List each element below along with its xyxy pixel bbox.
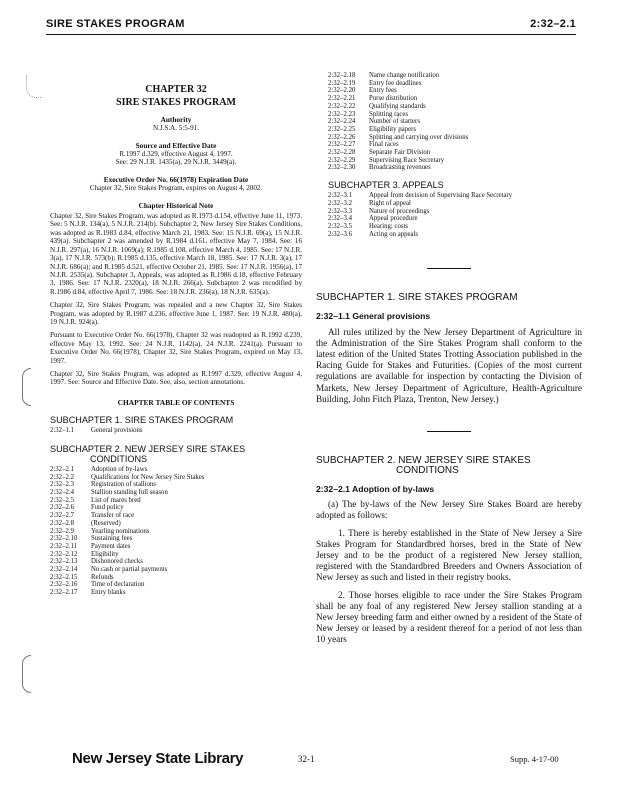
toc-cell: 2:32–3.1 bbox=[328, 192, 352, 200]
toc-cell: Separate Fair Division bbox=[369, 149, 431, 157]
toc-row bbox=[50, 512, 204, 520]
toc-cell: Eligibility bbox=[91, 550, 119, 558]
toc-subchapter-2-heading bbox=[50, 444, 302, 464]
toc-subchapter-3-list bbox=[328, 192, 512, 238]
toc-cell: 2:32–2.2 bbox=[50, 473, 74, 481]
toc-row bbox=[50, 566, 204, 574]
toc-cell: 2:32–3.5 bbox=[328, 222, 352, 230]
toc-cell: 2:32–3.4 bbox=[328, 215, 352, 223]
toc-row bbox=[328, 157, 468, 165]
toc-cell: (Reserved) bbox=[91, 519, 121, 527]
toc-cell: 2:32–2.27 bbox=[328, 141, 356, 149]
toc-cell: Appeal from decision of Supervising Race Secretary bbox=[369, 192, 513, 200]
source-heading: Source and Effective Date bbox=[135, 140, 217, 150]
toc-cell: 2:32–2.25 bbox=[328, 125, 356, 133]
toc-cell: Adoption of by-laws bbox=[91, 465, 148, 473]
toc-cell: Eligibility papers bbox=[369, 125, 417, 133]
toc-cell: Fund policy bbox=[91, 504, 124, 512]
toc-row bbox=[328, 126, 468, 134]
toc-cell: Number of starters bbox=[369, 118, 420, 126]
page-number: 32-1 bbox=[298, 754, 315, 764]
toc-row bbox=[328, 95, 468, 103]
toc-cell: Qualifying standards bbox=[369, 102, 426, 110]
toc-cell: Yearling nominations bbox=[91, 527, 150, 535]
toc-row bbox=[328, 111, 468, 119]
supplement-date: Supp. 4-17-00 bbox=[510, 754, 559, 764]
toc-row bbox=[328, 192, 512, 200]
toc-cell: List of mares bred bbox=[91, 496, 141, 504]
toc-cell: 2:32–2.7 bbox=[50, 512, 74, 520]
toc-row bbox=[328, 141, 468, 149]
toc-cell: 2:32–3.2 bbox=[328, 199, 352, 207]
toc-row bbox=[328, 215, 512, 223]
toc-cell: Acting on appeals bbox=[369, 230, 419, 238]
toc-cell: Splitting races bbox=[369, 110, 409, 118]
toc-cell: Right of appeal bbox=[369, 199, 411, 207]
toc-row bbox=[50, 497, 204, 505]
toc-cell: 2:32–2.6 bbox=[50, 504, 74, 512]
toc-cell: Entry blanks bbox=[91, 589, 126, 597]
toc-row bbox=[50, 543, 204, 551]
toc-cell: Purse distribution bbox=[369, 95, 418, 103]
toc-row bbox=[50, 481, 204, 489]
section-1-1-text: All rules utilized by the New Jersey Department of Agriculture in the Administration of the Sire Stakes Program shall conform to the latest edition of the United States Trotting Association published in the Racing Guide for Stakes and Futurities. (Copies of the most current regulations are available for inspection by contacting the Division of Markets, New Jersey Department of Agriculture, Health-Agriculture Building, John Fitch Plaza, Trenton, New Jersey.) bbox=[316, 326, 582, 404]
authority-heading: Authority bbox=[160, 114, 192, 124]
library-stamp: New Jersey State Library bbox=[72, 750, 244, 767]
toc-cell: Refunds bbox=[91, 573, 114, 581]
body-subchapter-2-heading bbox=[316, 456, 582, 476]
toc-row bbox=[328, 164, 468, 172]
toc-row bbox=[50, 574, 204, 582]
toc-row bbox=[50, 551, 204, 559]
toc-cell: Name change notification bbox=[369, 72, 440, 79]
toc-cell: Dishonored checks bbox=[91, 558, 143, 566]
margin-mark-middle bbox=[22, 368, 31, 406]
toc-cell: 2:32–2.9 bbox=[50, 527, 74, 535]
toc-row bbox=[50, 489, 204, 497]
toc-cell: Time of declaration bbox=[91, 581, 145, 589]
text: CONDITIONS bbox=[90, 453, 148, 464]
toc-cell: 2:32–2.17 bbox=[50, 589, 78, 597]
history-heading: Chapter Historical Note bbox=[138, 200, 214, 210]
chapter-number: CHAPTER 32 bbox=[145, 84, 207, 95]
toc-cell: 2:32–2.11 bbox=[50, 542, 78, 550]
toc-cell: 2:32–3.6 bbox=[328, 230, 352, 238]
toc-row bbox=[328, 231, 512, 239]
toc-row bbox=[328, 208, 512, 216]
toc-cell: Broadcasting revenues bbox=[369, 164, 431, 172]
toc-cell: 2:32–2.13 bbox=[50, 558, 78, 566]
right-column bbox=[316, 72, 582, 652]
toc-cell: 2:32–2.16 bbox=[50, 581, 78, 589]
rules-body-top bbox=[316, 293, 582, 405]
authority-text: N.J.S.A. 5:5-91. bbox=[152, 124, 200, 133]
toc-row bbox=[328, 134, 468, 142]
toc-cell: Hearing; costs bbox=[369, 222, 409, 230]
section-2-1-item-1: 1. There is hereby established in the State of New Jersey a Sire Stakes Program for Standardbred horses, bred in the State of New Jersey and to be the product of a registered New Jersey stallion, registered with the Standardbred Breeders and Owners Association of New Jersey as such and listed in their registry books. bbox=[316, 527, 582, 583]
toc-cell: Appeal procedure bbox=[369, 215, 418, 223]
toc-row bbox=[328, 72, 468, 80]
toc-cell: Entry fees bbox=[369, 87, 397, 95]
toc-row bbox=[50, 427, 143, 435]
history-paragraph-4: Chapter 32, Sire Stakes Program, was adopted as R.1997 d.329, effective August 4, 1997. See: Source and Effective Date. See, also, section annotations. bbox=[50, 369, 302, 387]
toc-cell: 2:32–2.14 bbox=[50, 566, 78, 574]
toc-row bbox=[50, 528, 204, 536]
exec-order-heading: Executive Order No. 66(1978) Expiration Date bbox=[103, 174, 249, 184]
left-column bbox=[50, 72, 302, 597]
toc-row bbox=[328, 103, 468, 111]
toc-cell: 2:32–3.3 bbox=[328, 207, 352, 215]
rules-body-bottom bbox=[316, 456, 582, 646]
body-subchapter-1-heading: SUBCHAPTER 1. SIRE STAKES PROGRAM bbox=[316, 292, 518, 304]
toc-cell: Transfer of race bbox=[91, 512, 135, 520]
toc-cell: Payment dates bbox=[91, 542, 131, 550]
text: SUBCHAPTER 2. NEW JERSEY SIRE STAKES bbox=[50, 443, 246, 454]
toc-cell: Nature of proceedings bbox=[369, 207, 430, 215]
toc-subchapter-3-heading: SUBCHAPTER 3. APPEALS bbox=[328, 180, 444, 191]
toc-cell: Registration of stallions bbox=[91, 481, 156, 489]
toc-cell: 2:32–2.24 bbox=[328, 118, 356, 126]
source-text-1: R.1997 d.329, effective August 4, 1997. bbox=[119, 150, 233, 159]
toc-heading: CHAPTER TABLE OF CONTENTS bbox=[117, 397, 235, 407]
toc-cell: 2:32–2.26 bbox=[328, 133, 356, 141]
margin-mark-top bbox=[26, 75, 41, 98]
toc-row bbox=[328, 118, 468, 126]
toc-cell: 2:32–2.15 bbox=[50, 573, 78, 581]
toc-cell: No cash or partial payments bbox=[91, 566, 168, 574]
toc-row bbox=[50, 558, 204, 566]
toc-row bbox=[328, 80, 468, 88]
toc-cell: 2:32–2.3 bbox=[50, 481, 74, 489]
toc-row bbox=[50, 581, 204, 589]
toc-cell: Supervising Race Secretary bbox=[369, 156, 445, 164]
header-section-number: 2:32–2.1 bbox=[530, 18, 576, 30]
toc-cell: 2:32–2.8 bbox=[50, 519, 74, 527]
toc-row bbox=[50, 520, 204, 528]
toc-row bbox=[50, 474, 204, 482]
toc-cell: 2:32–2.28 bbox=[328, 149, 356, 157]
toc-cell: 2:32–2.12 bbox=[50, 550, 78, 558]
toc-subchapter-2-list bbox=[50, 466, 204, 597]
toc-cell: 2:32–2.20 bbox=[328, 87, 356, 95]
toc-cell: Stallion standing full season bbox=[91, 489, 168, 496]
text: CONDITIONS bbox=[396, 464, 459, 476]
header-title: SIRE STAKES PROGRAM bbox=[46, 18, 185, 30]
toc-cell: Splitting and carrying over divisions bbox=[369, 133, 469, 141]
toc-subchapter-1-list bbox=[50, 427, 143, 435]
toc-cell: Sustaining fees bbox=[91, 535, 133, 543]
toc-cell: 2:32–2.29 bbox=[328, 156, 356, 164]
exec-order-text: Chapter 32, Sire Stakes Program, expires on August 4, 2002. bbox=[89, 184, 263, 193]
margin-mark-bottom bbox=[22, 655, 31, 693]
toc-row bbox=[50, 504, 204, 512]
section-2-1-item-2: 2. Those horses eligible to race under the Sire Stakes Program shall be any foal of any registered New Jersey stallion standing at a New Jersey breeding farm and either owned by a resident of the State of New Jersey or leased by a resident thereof for a period of not less than 10 years bbox=[316, 589, 582, 645]
history-paragraph-1: Chapter 32, Sire Stakes Program, was adopted as R.1973 d.154, effective June 11, 1973. See: 5 N.J.R. 134(a), 5 N.J.R. 214(b). Subchapter 2, New Jersey Sire Stakes Conditions, was adopted as R.1983 d.84, effective March 21, 1983. See: 15 N.J.R. 69(a), 15 N.J.R. 439(a). Subchapter 2 was amended by R.1984 d.161, effective May 7, 1984. See: 16 N.J.R. 297(a), 16 N.J.R. 1069(a); R.1985 d.108, effective March 4, 1985. See: 17 N.J.R. 3(a), 17 N.J.R. 573(b); R.1985 d.135, effective March 18, 1985. See: 17 N.J.R. 3(a), 17 N.J.R. 686(a); and R.1985 d.521, effective October 21, 1985. See: 17 N.J.R. 1956(a), 17 N.J.R. 2535(a). Subchapter 3, Appeals, was adopted as R.1986 d.18, effective February 3, 1986. See: 17 N.J.R. 2320(a), 18 N.J.R. 266(a). Subchapter 2 was recodified by R.1986 d.84, effective April 7, 1986. See: 18 N.J.R. 236(a), 18 N.J.R. 635(a). bbox=[50, 212, 302, 296]
toc-cell: General provisions bbox=[91, 427, 143, 435]
toc-cell: 2:32–1.1 bbox=[50, 427, 74, 435]
chapter-title: SIRE STAKES PROGRAM bbox=[116, 97, 236, 109]
toc-cell: 2:32–2.22 bbox=[328, 102, 356, 110]
text: SUBCHAPTER 2. NEW JERSEY SIRE STAKES bbox=[316, 454, 531, 466]
toc-cell: Entry fee deadlines bbox=[369, 79, 422, 87]
toc-row bbox=[50, 535, 204, 543]
toc-cell: 2:32–2.23 bbox=[328, 110, 356, 118]
section-2-1-paragraph-a: (a) The by-laws of the New Jersey Sire Stakes Board are hereby adopted as follows: bbox=[316, 499, 582, 521]
toc-cell: Qualifications for New Jersey Sire Stakes bbox=[91, 473, 205, 481]
running-header bbox=[46, 14, 576, 35]
toc-row bbox=[328, 200, 512, 208]
toc-subchapter-2-list-continued bbox=[328, 72, 468, 172]
toc-row bbox=[328, 87, 468, 95]
toc-row bbox=[50, 589, 204, 597]
toc-cell: 2:32–2.1 bbox=[50, 465, 74, 473]
toc-row bbox=[328, 149, 468, 157]
section-divider bbox=[427, 268, 471, 269]
toc-cell: 2:32–2.21 bbox=[328, 95, 356, 103]
history-paragraph-2: Chapter 32, Sire Stakes Program, was repealed and a new Chapter 32, Sire Stakes Program, was adopted by R.1987 d.236, effective June 1, 1987. See: 19 N.J.R. 480(a), 19 N.J.R. 924(a). bbox=[50, 301, 302, 326]
toc-cell: 2:32–2.30 bbox=[328, 164, 356, 172]
toc-cell: 2:32–2.18 bbox=[328, 72, 356, 79]
toc-cell: 2:32–2.4 bbox=[50, 489, 74, 496]
toc-cell: Final races bbox=[369, 141, 399, 149]
history-paragraph-3: Pursuant to Executive Order No. 66(1978), Chapter 32 was readopted as R.1992 d.239, effective May 13, 1992. See: 24 N.J.R. 1142(a), 24 N.J.R. 2241(a). Pursuant to Executive Order No. 66(1978), Chapter 32, Sire Stakes Program, expired on May 13, 1997. bbox=[50, 331, 302, 365]
section-1-1-heading: 2:32–1.1 General provisions bbox=[316, 311, 431, 322]
section-2-1-heading: 2:32–2.1 Adoption of by-laws bbox=[316, 483, 435, 494]
toc-cell: 2:32–2.19 bbox=[328, 79, 356, 87]
section-divider bbox=[427, 431, 471, 432]
toc-row bbox=[328, 223, 512, 231]
toc-cell: 2:32–2.5 bbox=[50, 496, 74, 504]
source-text-2: See: 29 N.J.R. 1435(a), 29 N.J.R. 3449(a). bbox=[115, 158, 237, 167]
toc-row bbox=[50, 466, 204, 474]
toc-cell: 2:32–2.10 bbox=[50, 535, 78, 543]
toc-subchapter-1-heading: SUBCHAPTER 1. SIRE STAKES PROGRAM bbox=[50, 415, 234, 426]
